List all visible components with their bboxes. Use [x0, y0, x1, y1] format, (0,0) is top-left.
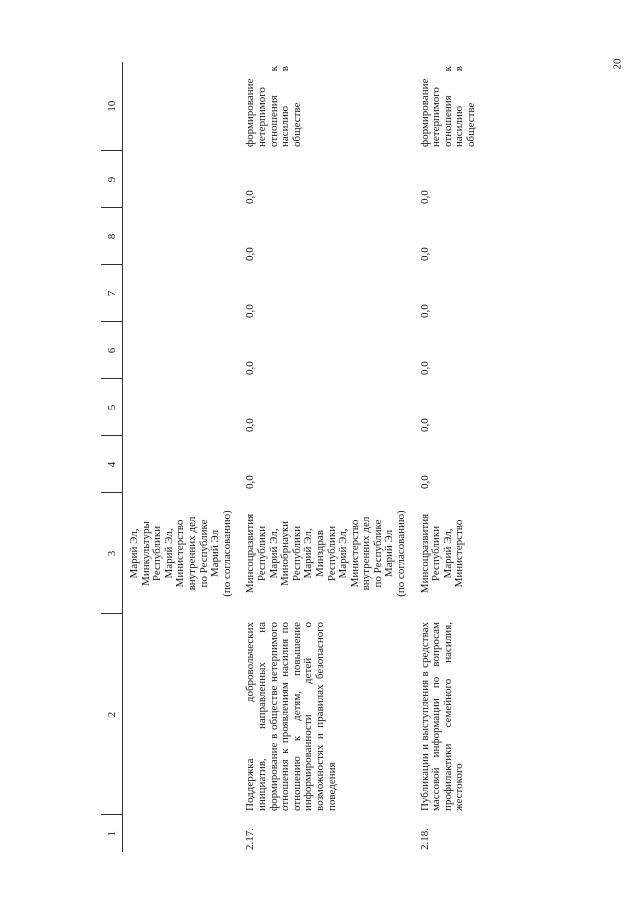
column-header: 4	[101, 436, 123, 493]
item-description	[123, 614, 240, 815]
rotated-table-sheet	[101, 62, 579, 852]
funding-value: 0,0	[244, 190, 257, 204]
item-number	[123, 815, 240, 852]
funding-value: 0,0	[244, 475, 257, 489]
measures-table	[101, 62, 484, 852]
expected-result: формирование нетерпимого отношения к насилию в обществе	[418, 66, 478, 147]
funding-value: 0,0	[244, 247, 257, 261]
column-header: 2	[101, 614, 123, 815]
item-number: 2.18.	[418, 828, 431, 850]
column-number-header	[101, 62, 123, 852]
column-header: 8	[101, 208, 123, 265]
funding-value: 0,0	[418, 190, 431, 204]
column-header: 7	[101, 265, 123, 322]
funding-value: 0,0	[418, 361, 431, 375]
column-header: 5	[101, 379, 123, 436]
funding-value: 0,0	[418, 304, 431, 318]
responsible-executors: Марий Эл, Минкультуры Республики Марий Эл, Министерство внутренних дел по Республике Марий Эл (по согласованию)	[128, 510, 233, 597]
item-description: Поддержка добровольческих инициатив, направленных на формирование в обществе нетерпимого отношения к проявлениям насилия по отношению к детям, повышение информированности детей о возможностях и правилах безопасного поведения	[244, 622, 338, 811]
responsible-executors: Минсоцразвития Республики Марий Эл, Министерство	[418, 513, 466, 594]
responsible-executors: Минсоцразвития Республики Марий Эл, Минобрнауки Республики Марий Эл, Минздрав Республики Марий Эл, Министерство внутренних дел по Республике Марий Эл (по согласованию)	[244, 510, 408, 597]
funding-value: 0,0	[244, 304, 257, 318]
page-number: 20	[611, 58, 624, 70]
table-row	[239, 62, 413, 852]
column-header: 3	[101, 493, 123, 614]
funding-value: 0,0	[418, 247, 431, 261]
funding-value: 0,0	[244, 418, 257, 432]
funding-value: 0,0	[418, 475, 431, 489]
item-number: 2.17.	[244, 828, 257, 850]
column-header: 10	[101, 62, 123, 151]
table-row-continuation	[123, 62, 240, 852]
expected-result: формирование нетерпимого отношения к насилию в обществе	[244, 66, 303, 147]
column-header: 6	[101, 322, 123, 379]
item-description: Публикации и выступления в средствах массовой информации по вопросам профилактики семейного насилия, жестокого	[418, 622, 466, 811]
column-header: 9	[101, 151, 123, 208]
table-row	[414, 62, 484, 852]
column-header: 1	[101, 815, 123, 852]
funding-value: 0,0	[418, 418, 431, 432]
funding-value: 0,0	[244, 361, 257, 375]
